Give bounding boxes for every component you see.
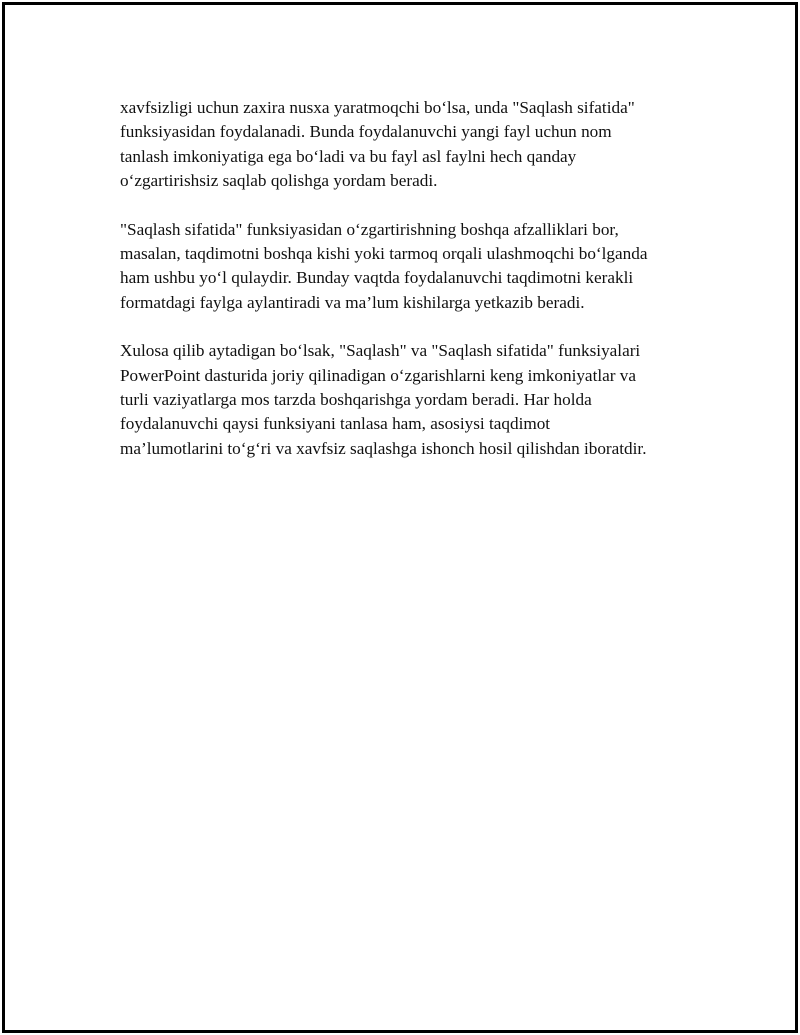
document-body	[120, 96, 700, 485]
text-line: foydalanuvchi qaysi funksiyani tanlasa ham, asosiysi taqdimot	[120, 414, 551, 434]
text-line: xavfsizligi uchun zaxira nusxa yaratmoqchi bo‘lsa, unda "Saqlash sifatida"	[120, 98, 635, 117]
paragraph-save-as-advantages	[120, 218, 700, 316]
text-line: Xulosa qilib aytadigan bo‘lsak, "Saqlash" va "Saqlash sifatida" funksiyalari	[120, 341, 641, 361]
text-line: turli vaziyatlarga mos tarzda boshqarishga yordam beradi. Har holda	[120, 390, 592, 410]
paragraph-conclusion	[120, 339, 700, 461]
text-line: formatdagi faylga aylantiradi va ma’lum kishilarga yetkazib beradi.	[120, 292, 585, 312]
text-line: tanlash imkoniyatiga ega bo‘ladi va bu fayl asl faylni hech qanday	[120, 146, 577, 166]
text-line: ma’lumotlarini to‘g‘ri va xavfsiz saqlashga ishonch hosil qilishdan iboratdir.	[120, 438, 647, 458]
text-line: PowerPoint dasturida joriy qilinadigan o‘zgarishlarni keng imkoniyatlar va	[120, 365, 636, 385]
paragraph-save-as-backup	[120, 96, 700, 194]
text-line: o‘zgartirishsiz saqlab qolishga yordam beradi.	[120, 171, 438, 191]
text-line: funksiyasidan foydalanadi. Bunda foydalanuvchi yangi fayl uchun nom	[120, 122, 612, 142]
text-line: ham ushbu yo‘l qulaydir. Bunday vaqtda foydalanuvchi taqdimotni kerakli	[120, 268, 634, 288]
document-page	[2, 2, 798, 1033]
text-line: masalan, taqdimotni boshqa kishi yoki tarmoq orqali ulashmoqchi bo‘lganda	[120, 244, 648, 264]
text-line: "Saqlash sifatida" funksiyasidan o‘zgartirishning boshqa afzalliklari bor,	[120, 219, 619, 239]
